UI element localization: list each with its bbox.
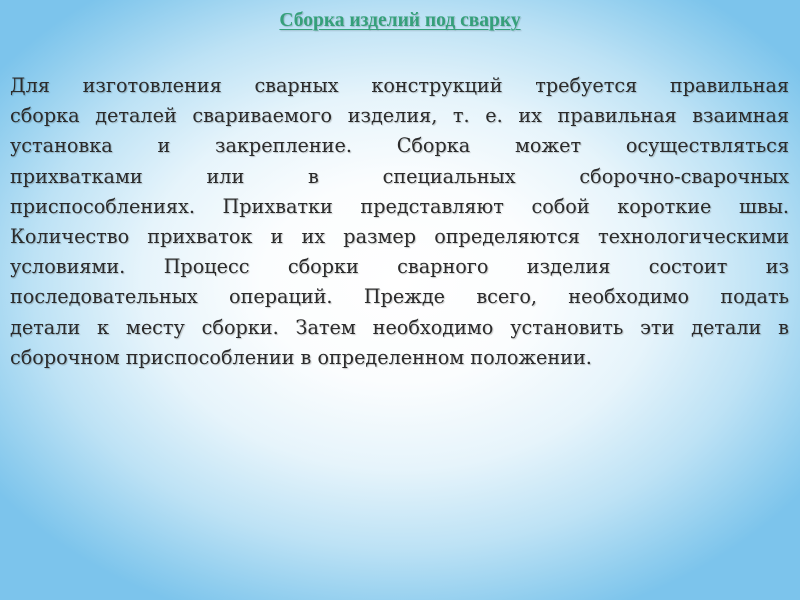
body-line: Количество прихваток и их размер определяются технологическими <box>10 225 789 249</box>
slide-title: Сборка изделий под сварку <box>279 10 521 31</box>
body-line: детали к месту сборки. Затем необходимо установить эти детали в <box>10 315 789 339</box>
body-line: Для изготовления сварных конструкций требуется правильная <box>10 74 789 97</box>
body-line: условиями. Процесс сборки сварного изделия состоит из <box>10 255 789 279</box>
body-line: прихватками или в специальных сборочно-сварочных <box>10 164 789 188</box>
body-line: сборочном приспособлении в определенном положении. <box>10 345 592 369</box>
body-line: приспособлениях. Прихватки представляют собой короткие швы. <box>10 194 789 218</box>
body-line: сборка деталей свариваемого изделия, т. е. их правильная взаимная <box>10 104 789 128</box>
body-line: последовательных операций. Прежде всего, необходимо подать <box>10 285 789 309</box>
body-line: установка и закрепление. Сборка может осуществляться <box>10 134 789 158</box>
slide-body-text <box>10 71 789 373</box>
